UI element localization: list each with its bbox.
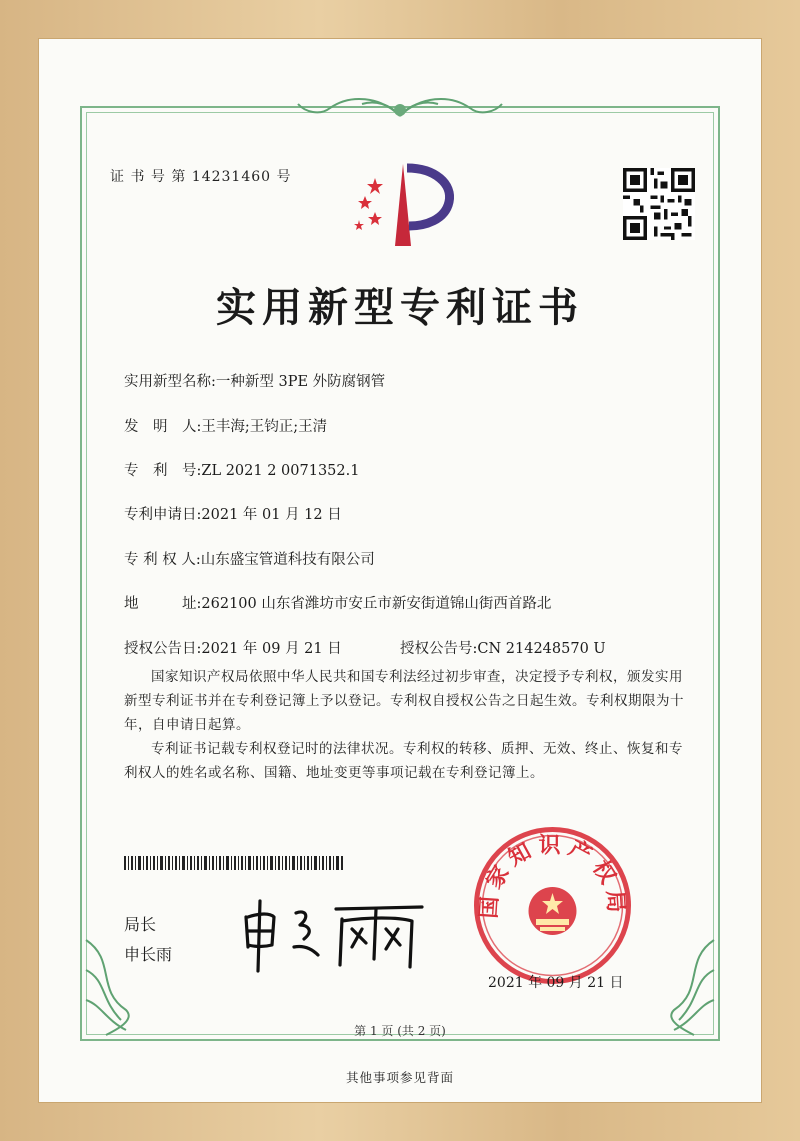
director-name: 申长雨	[124, 945, 173, 964]
inventor-value: 王丰海;王钧正;王清	[201, 419, 328, 435]
announce-number-label: 授权公告号:	[400, 641, 478, 657]
field-name	[124, 370, 385, 391]
page-number: 第 1 页 (共 2 页)	[354, 1024, 446, 1038]
seal-date: 2021 年 09 月 21 日	[488, 975, 624, 991]
announce-date-label: 授权公告日:	[124, 641, 202, 657]
announce-number-value: CN 214248570 U	[477, 641, 606, 657]
certificate-number: 证 书 号 第 14231460 号	[110, 169, 292, 185]
handwritten-signature	[238, 895, 428, 975]
field-patentee	[124, 548, 375, 569]
name-label: 实用新型名称:	[124, 374, 216, 390]
barcode	[124, 856, 344, 870]
name-value: 一种新型 3PE 外防腐钢管	[215, 374, 386, 390]
address-value: 262100 山东省潍坊市安丘市新安街道锦山街西首路北	[201, 596, 552, 612]
field-patent-number	[124, 459, 359, 480]
announce-date-value: 2021 年 09 月 21 日	[201, 641, 342, 657]
filing-date-value: 2021 年 01 月 12 日	[201, 507, 342, 523]
inventor-label: 发 明 人:	[124, 419, 202, 435]
certificate-title: 实用新型专利证书	[216, 284, 584, 331]
back-note: 其他事项参见背面	[345, 1070, 454, 1085]
seal-text: 国家知识产权局	[476, 833, 629, 920]
field-announce-date	[124, 637, 342, 658]
official-seal	[470, 823, 635, 988]
field-address	[124, 592, 551, 613]
patent-number-value: ZL 2021 2 0071352.1	[201, 463, 360, 479]
patentee-label: 专 利 权 人:	[124, 552, 201, 568]
filing-date-label: 专利申请日:	[124, 507, 202, 523]
address-label: 地 址:	[124, 596, 202, 612]
field-announce-number	[400, 637, 606, 658]
patent-office-logo	[345, 160, 457, 250]
legal-paragraph-1: 国家知识产权局依照中华人民共和国专利法经过初步审查，决定授予专利权，颁发实用新型专利证书并在专利登记簿上予以登记。专利权自授权公告之日起生效。专利权期限为十年，自申请日起算。	[124, 669, 684, 733]
director-title: 局长	[124, 915, 157, 934]
legal-paragraph-2: 专利证书记载专利权登记时的法律状况。专利权的转移、质押、无效、终止、恢复和专利权人的姓名或名称、国籍、地址变更等事项记载在专利登记簿上。	[124, 741, 683, 781]
qr-code[interactable]	[623, 168, 695, 240]
field-filing-date	[124, 503, 342, 524]
patent-number-label: 专 利 号:	[124, 463, 202, 479]
patentee-value: 山东盛宝管道科技有限公司	[200, 552, 375, 568]
field-inventor	[124, 415, 327, 436]
top-ornament	[290, 86, 510, 126]
